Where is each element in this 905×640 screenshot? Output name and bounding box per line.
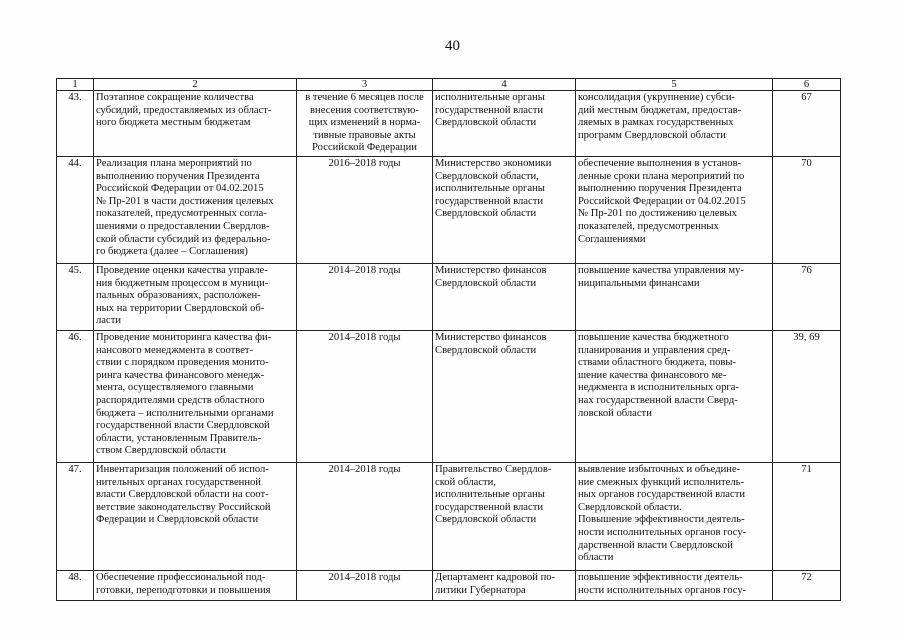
column-header-action: 2 (94, 79, 297, 91)
table-row (57, 330, 841, 462)
table-row (57, 570, 841, 600)
column-header-result: 5 (576, 79, 773, 91)
row-number: 43. (57, 91, 94, 157)
row-number: 44. (57, 156, 94, 263)
column-header-indicator: 6 (773, 79, 841, 91)
table-row (57, 91, 841, 157)
row-number: 48. (57, 570, 94, 600)
row-result: консолидация (укрупнение) субси- дий местным бюджетам, предостав- ляемых в рамках государственных программ Свердловской области (576, 91, 773, 157)
row-action: Реализация плана мероприятий по выполнению поручения Президента Российской Федерации от 04.02.2015 № Пр-201 в части достижения целевых показателей, предусмотренных согла- шениями о предоставлении Свердлов- ской области субсидий из федерально- го бюджета (далее – Соглашения) (94, 156, 297, 263)
column-header-number: 1 (57, 79, 94, 91)
row-number: 45. (57, 263, 94, 330)
row-result: повышение эффективности деятель- ности исполнительных органов госу- (576, 570, 773, 600)
page-number: 40 (445, 38, 460, 54)
table-row (57, 263, 841, 330)
column-header-term: 3 (297, 79, 433, 91)
row-executor: Министерство финансов Свердловской области (433, 263, 576, 330)
row-action: Обеспечение профессиональной под- готовки, переподготовки и повышения (94, 570, 297, 600)
row-executor: Департамент кадровой по- литики Губернатора (433, 570, 576, 600)
row-indicator: 39, 69 (773, 330, 841, 462)
row-result: выявление избыточных и объедине- ние смежных функций исполнитель- ных органов государственной власти Свердловской области. Повышение эффективности деятель- ности исполнительных органов госу- дарственной власти Свердловской области (576, 462, 773, 570)
row-result: повышение качества бюджетного планирования и управления сред- ствами областного бюджета, повы- шение качества финансового ме- неджмента в исполнительных орга- нах государственной власти Сверд- ловской области (576, 330, 773, 462)
row-action: Проведение мониторинга качества фи- нансового менеджмента в соответ- ствии с порядком проведения монито- ринга качества финансового менедж- мента, осуществляемого главными распорядителями средств областного бюджета – исполнительными органами государственной власти Свердловской области, установленным Правитель- ством Свердловской области (94, 330, 297, 462)
row-term: 2014–2018 годы (297, 263, 433, 330)
action-plan-table (56, 78, 841, 601)
row-term: 2014–2018 годы (297, 330, 433, 462)
row-indicator: 72 (773, 570, 841, 600)
row-action: Проведение оценки качества управле- ния бюджетным процессом в муници- пальных образованиях, расположен- ных на территории Свердловской об- ласти (94, 263, 297, 330)
row-indicator: 71 (773, 462, 841, 570)
row-term: 2014–2018 годы (297, 462, 433, 570)
row-result: повышение качества управления му- ниципальными финансами (576, 263, 773, 330)
table-row (57, 462, 841, 570)
row-executor: Министерство финансов Свердловской области (433, 330, 576, 462)
row-executor: Министерство экономики Свердловской области, исполнительные органы государственной власти Свердловской области (433, 156, 576, 263)
row-term: 2014–2018 годы (297, 570, 433, 600)
column-header-executor: 4 (433, 79, 576, 91)
row-term: 2016–2018 годы (297, 156, 433, 263)
row-indicator: 67 (773, 91, 841, 157)
row-term: в течение 6 месяцев после внесения соответствую- щих изменений в норма- тивные правовые акты Российской Федерации (297, 91, 433, 157)
row-executor: Правительство Свердлов- ской области, исполнительные органы государственной власти Свердловской области (433, 462, 576, 570)
row-indicator: 76 (773, 263, 841, 330)
row-indicator: 70 (773, 156, 841, 263)
table-row (57, 156, 841, 263)
row-executor: исполнительные органы государственной власти Свердловской области (433, 91, 576, 157)
row-number: 47. (57, 462, 94, 570)
row-action: Поэтапное сокращение количества субсидий, предоставляемых из област- ного бюджета местным бюджетам (94, 91, 297, 157)
row-action: Инвентаризация положений об испол- нительных органах государственной власти Свердловской области на соот- ветствие законодательству Российской Федерации и Свердловской области (94, 462, 297, 570)
table-header-row (57, 79, 841, 91)
row-result: обеспечение выполнения в установ- ленные сроки плана мероприятий по выполнению поручения Президента Российской Федерации от 04.02.2015 № Пр-201 по достижению целевых показателей, предусмотренных Соглашениями (576, 156, 773, 263)
row-number: 46. (57, 330, 94, 462)
